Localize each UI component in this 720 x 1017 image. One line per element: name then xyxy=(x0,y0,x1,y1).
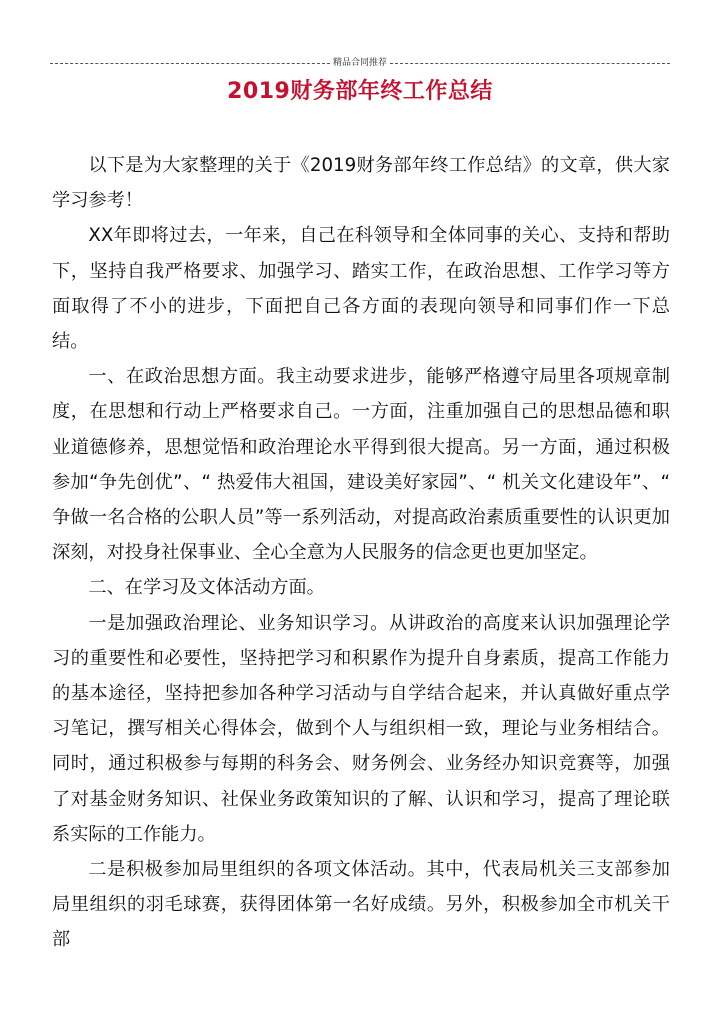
paragraph-study: 一是加强政治理论、业务知识学习。从讲政治的高度来认识加强理论学习的重要性和必要性，坚持把学习和积累作为提升自身素质，提高工作能力的基本途径，坚持把参加各种学习活动与自学结合起来，并认真做好重点学习笔记，撰写相关心得体会，做到个人与组织相一致，理论与业务相结合。同时，通过积极参与每期的科务会、财务例会、业务经办知识竞赛等，加强了对基金财务知识、社保业务政策知识的了解、认识和学习，提高了理论联系实际的工作能力。 xyxy=(52,612,670,845)
header-dash-right xyxy=(390,63,670,64)
paragraph-overview: XX年即将过去，一年来，自己在科领导和全体同事的关心、支持和帮助下，坚持自我严格要求、加强学习、踏实工作，在政治思想、工作学习等方面取得了不小的进步，下面把自己各方面的表现向领导和同事们作一下总结。 xyxy=(52,225,670,353)
document-title: 2019财务部年终工作总结 xyxy=(227,79,493,104)
paragraph-section-heading: 二、在学习及文体活动方面。 xyxy=(88,577,325,599)
paragraph-activities: 二是积极参加局里组织的各项文体活动。其中，代表局机关三支部参加局里组织的羽毛球赛，获得团体第一名好成绩。另外，积极参加全市机关干部 xyxy=(52,859,670,951)
paragraph-intro: 以下是为大家整理的关于《2019财务部年终工作总结》的文章，供大家学习参考！ xyxy=(52,155,670,212)
header-rule xyxy=(50,55,670,71)
document-body xyxy=(52,148,670,958)
header-dash-left xyxy=(50,63,330,64)
paragraph-political: 一、在政治思想方面。我主动要求进步，能够严格遵守局里各项规章制度，在思想和行动上严格要求自己。一方面，注重加强自己的思想品德和职业道德修养，思想觉悟和政治理论水平得到很大提高。另一方面，通过积极参加“争先创优”、“ 热爱伟大祖国，建设美好家园”、“ 机关文化建设年”、“ 争做一名合格的公职人员”等一系列活动，对提高政治素质重要性的认识更加深刻，对投身社保事业、全心全意为人民服务的信念更也更加坚定。 xyxy=(52,366,670,564)
header-label: 精品合同推荐 xyxy=(333,57,388,68)
